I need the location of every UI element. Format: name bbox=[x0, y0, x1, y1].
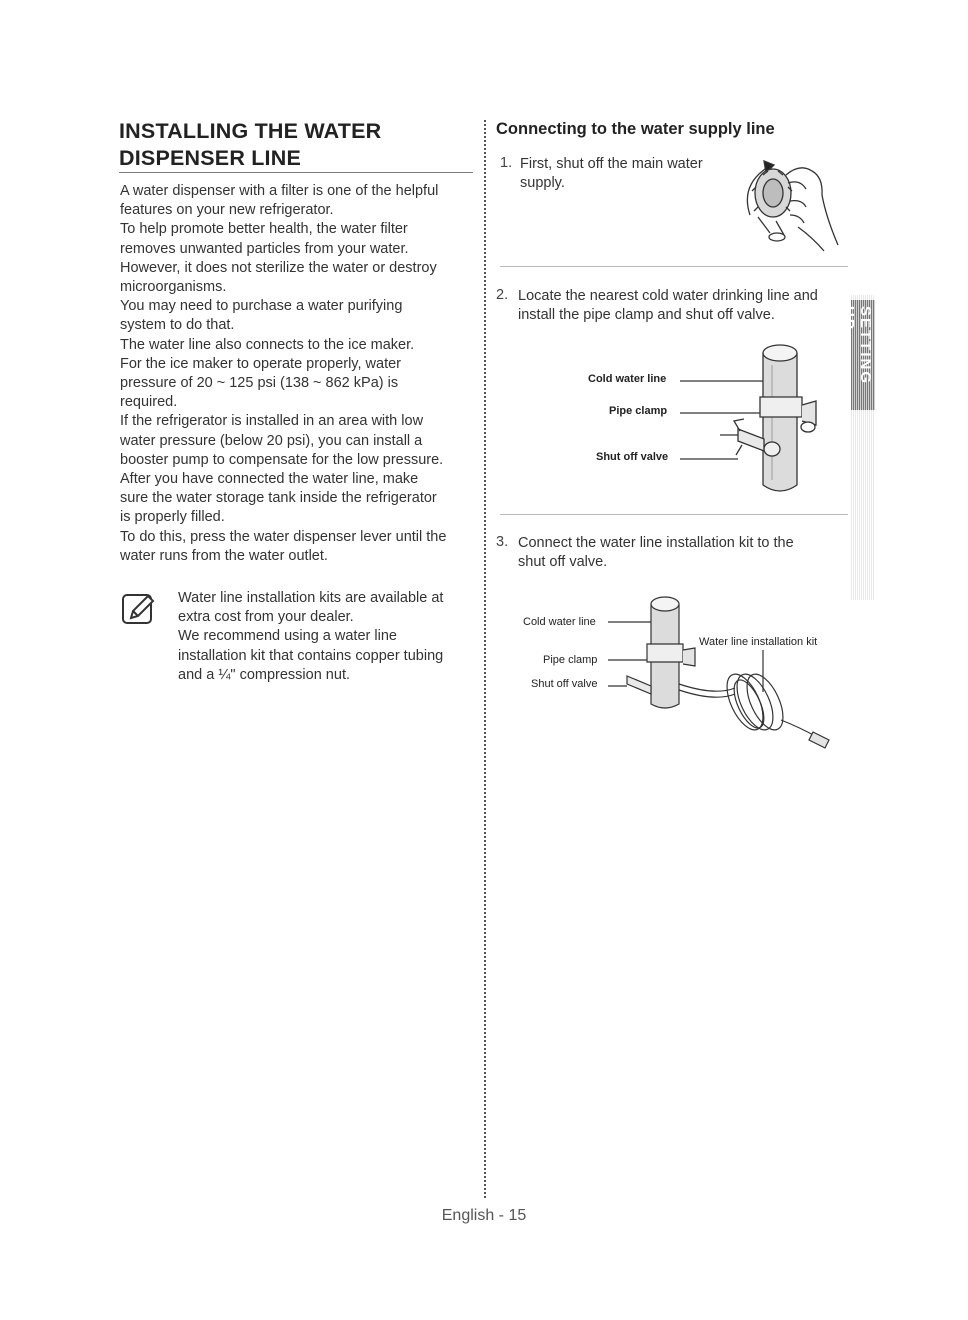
fig3-label-shut-off-valve: Shut off valve bbox=[531, 678, 598, 690]
intro-paragraph bbox=[120, 182, 446, 566]
section-title-line-1: INSTALLING THE WATER bbox=[119, 119, 382, 143]
column-divider bbox=[484, 120, 486, 1198]
fig3-label-installation-kit: Water line installation kit bbox=[699, 636, 818, 648]
note-line: Water line installation kits are available at bbox=[178, 590, 444, 606]
fig3-label-pipe-clamp: Pipe clamp bbox=[543, 654, 598, 666]
main-valve-hand-illustration bbox=[728, 155, 843, 255]
note-text bbox=[178, 589, 443, 685]
step-separator bbox=[500, 514, 848, 515]
note-line: extra cost from your dealer. bbox=[178, 609, 354, 626]
body-line: microorganisms. bbox=[120, 279, 227, 296]
body-line: booster pump to compensate for the low pressure. bbox=[120, 451, 444, 468]
body-line: The water line also connects to the ice maker. bbox=[120, 336, 415, 353]
body-line: pressure of 20 ~ 125 psi (138 ~ 862 kPa) is bbox=[120, 375, 399, 392]
fig2-label-shut-off-valve: Shut off valve bbox=[596, 451, 669, 463]
title-underline bbox=[119, 172, 473, 173]
body-line: To help promote better health, the water filter bbox=[120, 221, 408, 238]
body-line: water pressure (below 20 psi), you can install a bbox=[120, 432, 423, 449]
step-1-text bbox=[520, 155, 703, 193]
body-line: required. bbox=[120, 394, 178, 411]
body-line: For the ice maker to operate properly, water bbox=[120, 355, 401, 372]
page-number: English - 15 bbox=[441, 1207, 527, 1224]
side-tab-label: SETTING UP bbox=[840, 306, 874, 386]
body-line: sure the water storage tank inside the refrigerator bbox=[120, 490, 437, 507]
installation-kit-illustration bbox=[605, 592, 845, 752]
step-2-text bbox=[518, 287, 818, 325]
step-3-number: 3. bbox=[496, 534, 509, 550]
fig3-label-cold-water-line: Cold water line bbox=[523, 616, 596, 628]
body-line: However, it does not sterilize the water or destroy bbox=[120, 259, 437, 276]
body-line: A water dispenser with a filter is one of the helpful bbox=[120, 183, 439, 199]
body-line: is properly filled. bbox=[120, 509, 225, 526]
step-1-line: First, shut off the main water bbox=[520, 156, 703, 172]
fig2-label-cold-water-line: Cold water line bbox=[588, 373, 667, 385]
step-3-line: shut off valve. bbox=[518, 554, 608, 571]
step-2-line: install the pipe clamp and shut off valve. bbox=[518, 307, 775, 324]
section-title-line-2: DISPENSER LINE bbox=[119, 146, 302, 170]
section-title bbox=[119, 118, 474, 172]
step-1-line: supply. bbox=[520, 175, 565, 192]
body-line: If the refrigerator is installed in an area with low bbox=[120, 413, 424, 430]
note-line: installation kit that contains copper tubing bbox=[178, 647, 444, 664]
body-line: After you have connected the water line, make bbox=[120, 471, 419, 488]
pipe-clamp-illustration bbox=[680, 335, 850, 500]
step-separator bbox=[500, 266, 848, 267]
body-line: water runs from the water outlet. bbox=[120, 547, 328, 564]
step-2-line: Locate the nearest cold water drinking line and bbox=[518, 288, 818, 304]
step-2-number: 2. bbox=[496, 287, 509, 303]
body-line: features on your new refrigerator. bbox=[120, 202, 334, 219]
body-line: You may need to purchase a water purifying bbox=[120, 298, 403, 315]
step-3-text bbox=[518, 534, 794, 572]
step-1-number: 1. bbox=[500, 155, 513, 171]
step-3-line: Connect the water line installation kit to the bbox=[518, 535, 794, 551]
fig2-label-pipe-clamp: Pipe clamp bbox=[609, 405, 668, 417]
subsection-heading: Connecting to the water supply line bbox=[496, 120, 775, 138]
note-line: We recommend using a water line bbox=[178, 628, 397, 645]
note-line: and a ¼" compression nut. bbox=[178, 666, 350, 683]
body-line: system to do that. bbox=[120, 317, 235, 334]
note-pencil-icon bbox=[121, 591, 159, 627]
body-line: To do this, press the water dispenser lever until the bbox=[120, 528, 447, 545]
body-line: removes unwanted particles from your water. bbox=[120, 240, 409, 257]
